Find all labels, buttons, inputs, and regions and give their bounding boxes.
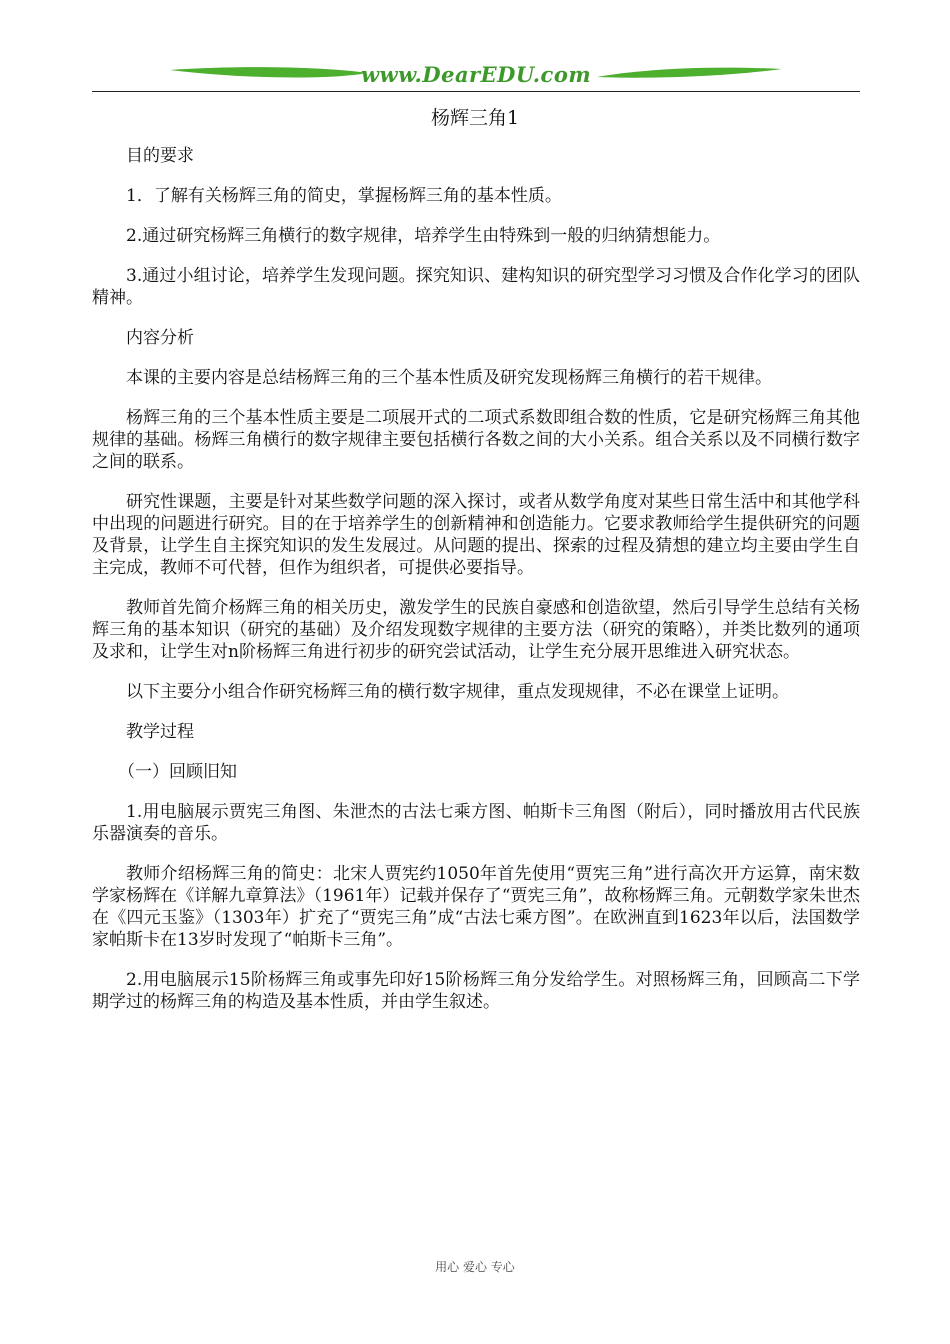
paragraph: 杨辉三角的三个基本性质主要是二项展开式的二项式系数即组合数的性质，它是研究杨辉三角其他规律的基础。杨辉三角横行的数字规律主要包括横行各数之间的大小关系。组合关系以及不同横行数字之间的联系。 (92, 408, 860, 472)
paragraph: 以下主要分小组合作研究杨辉三角的横行数字规律，重点发现规律，不必在课堂上证明。 (126, 682, 789, 702)
paragraph: 教师首先简介杨辉三角的相关历史，激发学生的民族自豪感和创造欲望，然后引导学生总结有关杨辉三角的基本知识（研究的基础）及介绍发现数字规律的主要方法（研究的策略），并类比数列的通项及求和，让学生对n阶杨辉三角进行初步的研究尝试活动，让学生充分展开思维进入研究状态。 (92, 598, 860, 662)
document-body (92, 145, 860, 1031)
section-heading: 教学过程 (126, 722, 194, 742)
page-title: 杨辉三角1 (430, 107, 520, 129)
paragraph: 教师介绍杨辉三角的简史：北宋人贾宪约1050年首先使用“贾宪三角”进行高次开方运算，南宋数学家杨辉在《详解九章算法》（1961年）记载并保存了“贾宪三角”，故称杨辉三角。元朝数学家朱世杰在《四元玉鉴》（1303年）扩充了“贾宪三角”成“古法七乘方图”。在欧洲直到1623年以后，法国数学家帕斯卡在13岁时发现了“帕斯卡三角”。 (92, 864, 860, 950)
paragraph: 1.用电脑展示贾宪三角图、朱泄杰的古法七乘方图、帕斯卡三角图（附后），同时播放用古代民族乐器演奏的音乐。 (92, 802, 860, 844)
paragraph: 1．了解有关杨辉三角的简史，掌握杨辉三角的基本性质。 (126, 186, 562, 206)
subsection-heading: （一）回顾旧知 (118, 762, 237, 782)
paragraph: 研究性课题，主要是针对某些数学问题的深入探讨，或者从数学角度对某些日常生活中和其他学科中出现的问题进行研究。目的在于培养学生的创新精神和创造能力。它要求教师给学生提供研究的问题及背景，让学生自主探究知识的发生发展过。从问题的提出、探索的过程及猜想的建立均主要由学生自主完成，教师不可代替，但作为组织者，可提供必要指导。 (92, 492, 860, 578)
page-footer: 用心 爱心 专心 (435, 1260, 515, 1274)
page-header (92, 60, 860, 94)
paragraph: 2.通过研究杨辉三角横行的数字规律，培养学生由特殊到一般的归纳猜想能力。 (126, 226, 721, 246)
section-heading: 目的要求 (126, 146, 194, 166)
section-heading: 内容分析 (126, 328, 194, 348)
paragraph: 3.通过小组讨论，培养学生发现问题。探究知识、建构知识的研究型学习习惯及合作化学习的团队精神。 (92, 266, 860, 308)
paragraph: 本课的主要内容是总结杨辉三角的三个基本性质及研究发现杨辉三角横行的若干规律。 (126, 368, 772, 388)
paragraph: 2.用电脑展示15阶杨辉三角或事先印好15阶杨辉三角分发给学生。对照杨辉三角，回顾高二下学期学过的杨辉三角的构造及基本性质，并由学生叙述。 (92, 970, 860, 1012)
header-rule (92, 91, 860, 92)
site-logo[interactable]: www.DearEDU.com (360, 62, 592, 87)
